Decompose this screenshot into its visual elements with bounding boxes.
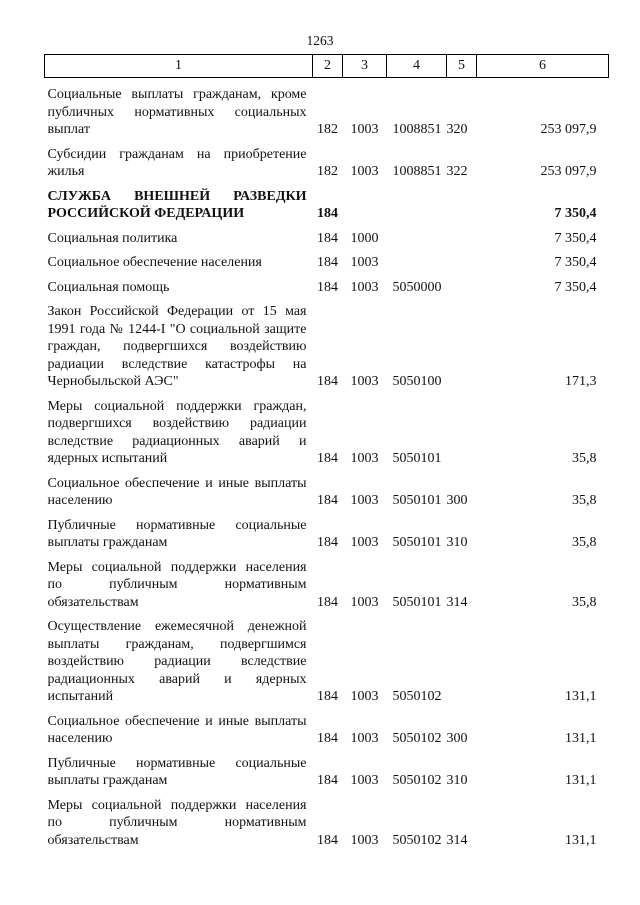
- row-name: Социальное обеспечение и иные выплаты населению: [47, 713, 307, 746]
- page-number: 1263: [306, 33, 334, 48]
- table-row: [45, 468, 609, 510]
- row-amount: 7 350,4: [554, 206, 597, 221]
- row-section-code: 1003: [350, 493, 379, 508]
- row-name: Меры социальной поддержки населения по публичным нормативным обязательствам: [47, 797, 307, 848]
- row-admin-code: 184: [317, 594, 338, 610]
- row-admin-code: 184: [317, 230, 338, 246]
- row-amount: 131,1: [565, 832, 597, 848]
- row-admin-code: 184: [317, 279, 338, 295]
- row-section-code: 1003: [350, 279, 379, 295]
- row-amount: 35,8: [572, 493, 597, 508]
- row-name: Публичные нормативные социальные выплаты гражданам: [47, 517, 307, 550]
- row-section-code: 1003: [350, 535, 379, 550]
- row-admin-code: 184: [317, 731, 338, 746]
- header-col-4: 4: [387, 55, 447, 78]
- row-section-code: 1003: [350, 689, 379, 704]
- row-amount: 7 350,4: [554, 279, 597, 295]
- row-name: Субсидии гражданам на приобретение жилья: [47, 146, 307, 179]
- table-row: [45, 181, 609, 223]
- row-admin-code: 182: [317, 122, 338, 137]
- row-name: СЛУЖБА ВНЕШНЕЙ РАЗВЕДКИ РОССИЙСКОЙ ФЕДЕРАЦИИ: [47, 188, 307, 221]
- header-col-1: 1: [45, 55, 313, 78]
- row-amount: 131,1: [565, 689, 597, 704]
- budget-table: [44, 54, 609, 849]
- row-expense-type: 314: [446, 594, 468, 610]
- header-col-3: 3: [343, 55, 387, 78]
- row-section-code: 1003: [350, 255, 379, 270]
- table-row: [45, 706, 609, 748]
- row-amount: 131,1: [565, 773, 597, 788]
- row-target-code: 5050102: [392, 832, 442, 848]
- row-target-code: 5050100: [392, 374, 442, 389]
- row-name: Социальная политика: [47, 230, 178, 246]
- row-amount: 131,1: [565, 731, 597, 746]
- table-row: [45, 391, 609, 468]
- row-admin-code: 184: [317, 374, 338, 389]
- header-col-2: 2: [313, 55, 343, 78]
- row-expense-type: 310: [446, 535, 468, 550]
- row-target-code: [387, 181, 447, 223]
- row-expense-type: [447, 272, 477, 297]
- row-target-code: 5050102: [392, 731, 442, 746]
- row-amount: 253 097,9: [540, 164, 597, 179]
- row-target-code: [387, 247, 447, 272]
- table-row: [45, 223, 609, 248]
- row-expense-type: 320: [446, 122, 468, 137]
- row-expense-type: 300: [446, 731, 468, 746]
- row-expense-type: [447, 223, 477, 248]
- row-admin-code: 184: [317, 689, 338, 704]
- row-name: Осуществление ежемесячной денежной выплаты гражданам, подвергшимся воздействию радиации вследствие радиационных аварий и ядерных испытаний: [47, 619, 307, 704]
- row-expense-type: [447, 247, 477, 272]
- row-section-code: 1003: [350, 731, 379, 746]
- row-section-code: 1003: [350, 374, 379, 389]
- table-row: [45, 552, 609, 612]
- row-section-code: 1003: [350, 122, 379, 137]
- row-section-code: 1003: [350, 164, 379, 179]
- row-admin-code: 184: [317, 832, 338, 848]
- table-row: [45, 247, 609, 272]
- table-row: [45, 296, 609, 391]
- table-row: [45, 611, 609, 706]
- table-row: [45, 78, 609, 139]
- row-admin-code: 184: [317, 535, 338, 550]
- row-expense-type: [447, 611, 477, 706]
- row-expense-type: 300: [446, 493, 468, 508]
- row-target-code: [387, 223, 447, 248]
- header-row: [45, 55, 609, 78]
- row-target-code: 1008851: [392, 164, 442, 179]
- row-name: Закон Российской Федерации от 15 мая 1991 года № 1244-I "О социальной защите граждан, подвергшихся воздействию радиации вследствие катастрофы на Чернобыльской АЭС": [47, 304, 307, 389]
- header-col-5: 5: [447, 55, 477, 78]
- header-col-6: 6: [477, 55, 609, 78]
- row-target-code: 5050101: [392, 594, 442, 610]
- row-name: Социальная помощь: [47, 279, 170, 295]
- row-target-code: 5050101: [392, 493, 442, 508]
- row-name: Социальные выплаты гражданам, кроме публичных нормативных социальных выплат: [47, 87, 307, 137]
- table-row: [45, 272, 609, 297]
- row-amount: 7 350,4: [554, 230, 597, 246]
- row-admin-code: 184: [317, 206, 338, 221]
- row-section-code: 1000: [350, 230, 379, 246]
- table-body: [45, 78, 609, 850]
- row-name: Меры социальной поддержки граждан, подвергшихся воздействию радиации вследствие радиационных аварий и ядерных испытаний: [47, 398, 307, 466]
- row-admin-code: 184: [317, 451, 338, 466]
- row-name: Меры социальной поддержки населения по публичным нормативным обязательствам: [47, 559, 307, 610]
- row-amount: 35,8: [572, 535, 597, 550]
- table-row: [45, 790, 609, 850]
- row-section-code: [343, 181, 387, 223]
- row-name: Социальное обеспечение и иные выплаты населению: [47, 475, 307, 508]
- row-admin-code: 184: [317, 493, 338, 508]
- row-admin-code: 182: [317, 164, 338, 179]
- row-expense-type: 322: [446, 164, 468, 179]
- row-section-code: 1003: [350, 832, 379, 848]
- row-name: Социальное обеспечение населения: [47, 255, 262, 270]
- row-amount: 7 350,4: [554, 255, 597, 270]
- row-admin-code: 184: [317, 773, 338, 788]
- row-target-code: 1008851: [392, 122, 442, 137]
- row-amount: 253 097,9: [540, 122, 597, 137]
- row-target-code: 5050102: [392, 689, 442, 704]
- row-expense-type: [447, 296, 477, 391]
- row-section-code: 1003: [350, 773, 379, 788]
- row-expense-type: 310: [446, 773, 468, 788]
- table-row: [45, 748, 609, 790]
- row-section-code: 1003: [350, 594, 379, 610]
- row-amount: 35,8: [572, 451, 597, 466]
- row-admin-code: 184: [317, 255, 338, 270]
- row-expense-type: 314: [446, 832, 468, 848]
- row-target-code: 5050102: [392, 773, 442, 788]
- row-expense-type: [447, 181, 477, 223]
- row-section-code: 1003: [350, 451, 379, 466]
- row-expense-type: [447, 391, 477, 468]
- table-row: [45, 510, 609, 552]
- table-row: [45, 139, 609, 181]
- row-target-code: 5050101: [392, 451, 442, 466]
- row-name: Публичные нормативные социальные выплаты гражданам: [47, 755, 307, 788]
- row-target-code: 5050000: [392, 279, 442, 295]
- row-amount: 171,3: [565, 374, 597, 389]
- row-amount: 35,8: [572, 594, 597, 610]
- row-target-code: 5050101: [392, 535, 442, 550]
- table-header: [45, 55, 609, 78]
